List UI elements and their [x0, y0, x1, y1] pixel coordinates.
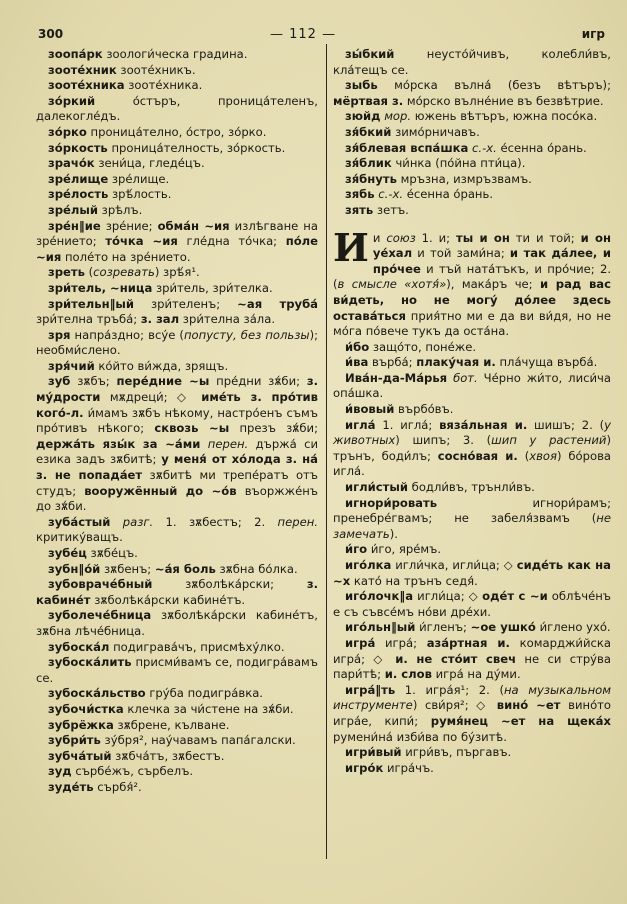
dictionary-entry: [333, 496, 611, 543]
definition-text: зре́ние;: [100, 218, 158, 233]
headword: сквозь ~ы: [154, 421, 230, 436]
definition-text: игри́въ, пъргавъ.: [401, 745, 512, 760]
dictionary-entry: [36, 764, 318, 780]
definition-text: гру́ба подигра́вка.: [145, 686, 263, 701]
definition-text: зѫбенъ;: [100, 561, 155, 576]
headword: игра́: [345, 635, 376, 650]
definition-text: проница́телно, о́стро, зо́рко.: [86, 124, 267, 139]
headword: з. зал: [140, 312, 180, 327]
definition-text: и той зами́на;: [412, 246, 510, 261]
headword: обма́н ~ия: [157, 218, 230, 233]
dictionary-entry: [36, 281, 318, 297]
definition-text: (: [517, 448, 530, 463]
definition-text: Че́рно жи́то, лиси́ча опа́шка.: [333, 370, 611, 401]
dictionary-entry: [36, 141, 318, 157]
headword: иго́льн‖ый: [345, 620, 416, 635]
headword: аза́ртная и.: [426, 635, 510, 650]
dictionary-entry: [333, 78, 611, 109]
dictionary-entry: [36, 515, 318, 546]
dictionary-entry: [36, 733, 318, 749]
headword: зо́рко: [48, 124, 87, 139]
headword: зя́блик: [345, 156, 392, 171]
label-italic: не замечать: [333, 511, 611, 541]
headword: зыбь: [345, 78, 378, 93]
dictionary-entry: [36, 187, 318, 203]
headword: зять: [345, 202, 374, 217]
headword: зубочи́стка: [48, 701, 124, 716]
dictionary-entry: [36, 203, 318, 219]
headword: зубри́ть: [48, 733, 101, 748]
definition-text: 1. игра́я¹; 2. (: [395, 682, 504, 697]
label-italic: хвоя: [529, 448, 557, 463]
headword: зубоска́л: [48, 639, 110, 654]
label-italic: шип у растений: [491, 433, 607, 448]
definition-text: ), мака́ръ че;: [446, 277, 540, 292]
definition-text: пре́дни зѫ́би;: [209, 374, 307, 389]
definition-text: 1. игла́;: [375, 417, 440, 432]
definition-text: и́го, яре́мъ.: [367, 542, 442, 557]
definition-text: вино́то игра́е, кипи́;: [333, 698, 612, 728]
headword: иго́лка: [345, 558, 392, 572]
dictionary-entry: [333, 109, 611, 125]
definition-text: присми́вамъ се, подигра́вамъ се.: [36, 655, 318, 685]
dictionary-entry: [333, 156, 611, 172]
dictionary-entry: [36, 702, 318, 718]
definition-text: сърбя́².: [93, 779, 142, 794]
headword: игро́к: [345, 760, 384, 775]
definition-text: зѫбе́цъ.: [86, 546, 138, 560]
headword: румя́нец ~ет на щека́х: [430, 713, 611, 728]
definition-text: въоржже́нъ до зѫ́би.: [36, 483, 318, 514]
headword: Ива́н-да-Ма́рья: [345, 370, 448, 385]
headword: зуба́стый: [48, 514, 111, 529]
dictionary-entry: [333, 542, 611, 558]
definition-text: клечка за чи́стене на зѫ́би.: [123, 701, 294, 716]
label-italic: попусту, без пользы: [183, 327, 310, 342]
definition-text: бодли́въ, трънли́въ.: [408, 480, 535, 495]
dictionary-entry: [36, 655, 318, 686]
label-italic: мор.: [384, 109, 412, 124]
headword: зуболече́бница: [48, 608, 152, 623]
definition-text: [200, 437, 207, 451]
dictionary-entry: [333, 589, 611, 620]
headword: и́го: [345, 542, 368, 557]
dictionary-entry: [36, 780, 318, 796]
definition-text: като́ на трънъ седя́.: [350, 573, 478, 588]
definition-text: игли́чка, игли́ца; ◇: [391, 558, 517, 572]
dictionary-entry: [333, 340, 611, 356]
dictionary-entry: [36, 359, 318, 375]
definition-text: зрѣ́лость.: [108, 187, 172, 202]
headword: ты и он: [456, 230, 510, 245]
dictionary-entry: [333, 683, 611, 745]
label-italic: союз: [386, 230, 416, 245]
headword: ~ое ушко́: [470, 620, 536, 635]
definition-text: (: [84, 265, 94, 280]
definition-text: игра́;: [375, 635, 427, 650]
definition-text: защо́то, поне́же.: [369, 339, 477, 354]
headword: зреть: [48, 265, 85, 280]
headword: зубе́ц: [48, 546, 87, 560]
definition-text: зоологи́ческа градина.: [102, 47, 248, 61]
definition-text: зри́тель, зри́телка.: [152, 280, 273, 295]
right-column: [333, 47, 611, 776]
headword: зубоска́льство: [48, 686, 146, 701]
headword: то́чка ~ия: [105, 234, 178, 249]
letter-section-entry: [333, 224, 611, 340]
definition-text: ); необми́слено.: [36, 327, 318, 358]
definition-text: ти и той;: [509, 230, 581, 245]
headword: зубоврачéбный: [48, 577, 153, 592]
definition-text: [110, 515, 122, 529]
dictionary-entry: [333, 558, 611, 589]
definition-text: мо́рско вълне́ние въ безвѣтрие.: [403, 93, 604, 108]
definition-text: е́сенна о́рань.: [403, 187, 494, 202]
headword: з. кабине́т: [36, 577, 318, 607]
headword: зубоска́лить: [48, 655, 132, 670]
dictionary-entry: [333, 203, 611, 219]
headword: зуде́ть: [48, 779, 94, 794]
headword: зри́тельн‖ый: [48, 296, 134, 311]
headword: зри́тель, ~ница: [48, 280, 153, 295]
dictionary-entry: [333, 636, 611, 683]
definition-text: румени́на́ изби́ва по бу́зитѣ.: [333, 729, 507, 744]
definition-text: подиграва́чъ, присмѣху́лко.: [109, 639, 285, 654]
headword: плаку́чая и.: [416, 355, 496, 370]
definition-text: и: [372, 230, 387, 245]
headword: зрачо́к: [48, 156, 95, 171]
label-italic: перен.: [277, 514, 318, 529]
definition-text: проница́телность, зо́ркость.: [107, 140, 286, 155]
dictionary-entry: [333, 355, 611, 371]
headword: и. не сто́ит свеч: [395, 651, 517, 666]
drop-cap-initial: И: [333, 224, 369, 270]
definition-text: ) зрѣ́я¹.: [154, 265, 200, 280]
headword: ~а́я боль: [154, 561, 216, 576]
definition-text: зри́телна тръба́;: [36, 312, 141, 327]
dictionary-entry: [333, 47, 611, 78]
dictionary-entry: [333, 172, 611, 188]
definition-text: ) сви́ря²; ◇: [412, 698, 497, 713]
definition-text: мѫдреци́; ◇: [100, 390, 202, 405]
headword: игра́‖ть: [345, 682, 396, 697]
definition-text: зооте́хникъ.: [116, 62, 196, 77]
dictionary-entry: [36, 156, 318, 172]
headword: зуд: [48, 764, 72, 779]
dictionary-entry: [36, 63, 318, 79]
definition-text: пла́чуща върба́.: [495, 355, 598, 370]
headword: и́ва: [345, 355, 369, 370]
headword: зубрёжка: [48, 717, 114, 732]
headword: зя́бнуть: [345, 171, 397, 186]
headword: пере́дние ~ы: [116, 374, 210, 389]
headword: зябь: [345, 187, 375, 202]
dictionary-entry: [36, 125, 318, 141]
definition-text: облѣче́нъ е съ съвсе́мъ но́ви дре́хи.: [333, 589, 611, 619]
dictionary-entry: [36, 718, 318, 734]
headword: зря: [48, 327, 71, 342]
headword: и. слов: [384, 667, 432, 682]
definition-text: игра́чъ.: [383, 760, 434, 775]
headword: име́ть з. про́тив кого́-л.: [36, 390, 319, 420]
definition-text: южень вѣтъръ, южна посо́ка.: [411, 109, 598, 124]
definition-text: зѫбрене, кълване.: [113, 717, 230, 732]
dictionary-entry: [333, 418, 611, 480]
dictionary-entry: [36, 562, 318, 578]
definition-text: зѫбъ;: [70, 374, 117, 389]
headword: игнори́ровать: [345, 495, 438, 510]
headword: зоопа́рк: [48, 47, 103, 61]
dictionary-entry: [36, 608, 318, 639]
definition-text: комарджи́йска игра́; ◇: [333, 635, 611, 666]
dictionary-entry: [36, 94, 318, 125]
headword: и так да́лее, и про́чее: [372, 246, 611, 276]
headword: вино́ ~ет: [496, 698, 561, 713]
definition-text: ) шипъ; 3. (: [395, 433, 492, 448]
left-column: [36, 47, 318, 796]
headword: держа́ть язы́к за ~а́ми: [36, 436, 201, 451]
headword: ~ая труба́: [237, 296, 319, 311]
definition-text: зрѣлъ.: [98, 202, 143, 217]
label-italic: перен.: [207, 436, 249, 451]
definition-text: мо́рска вълна́ (безъ вѣтъръ);: [377, 78, 611, 93]
dictionary-entry: [36, 328, 318, 359]
headword: у меня́ от хо́лода з. на́ з. не попада́ет: [36, 452, 318, 483]
dictionary-entry: [36, 374, 318, 514]
dictionary-entry: [333, 480, 611, 496]
dictionary-entry: [36, 749, 318, 765]
label-italic: на музыкальном инструменте: [333, 682, 611, 713]
headword: зюйд: [345, 109, 381, 124]
label-italic: с.-х.: [472, 140, 497, 155]
definition-text: зѫбитѣ ми трепе́ратъ отъ студъ;: [36, 468, 318, 498]
definition-text: критику́ващъ.: [36, 530, 123, 545]
column-divider: [326, 44, 327, 859]
definition-text: зооте́хника.: [124, 78, 203, 93]
definition-text: зѫбна бо́лка.: [215, 561, 298, 576]
headword: зя́бкий: [345, 124, 392, 139]
dictionary-entry: [333, 187, 611, 203]
definition-text: и́мамъ зѫбъ нѣкому, настро́енъ съмъ про́тивъ нѣкого;: [36, 405, 318, 436]
definition-text: зимо́рничавъ.: [391, 124, 480, 139]
headword: оде́т с ~и: [482, 589, 548, 604]
definition-text: чи́нка (по́йна пти́ца).: [391, 156, 526, 171]
definition-text: и́гленъ;: [415, 620, 471, 635]
definition-text: игли́ца; ◇: [413, 589, 483, 604]
headword: зря́чий: [48, 358, 95, 373]
definition-text: неусто́йчивъ, колебли́въ, кла́тещъ се.: [333, 47, 611, 77]
dictionary-entry: [36, 219, 318, 266]
label-italic: в смысле «хотя́»: [337, 277, 447, 292]
definition-text: игнори́рамъ; пренебре́гвамъ; не забеля́звамъ (: [333, 495, 611, 526]
definition-text: 1. зѫбестъ; 2.: [153, 514, 278, 529]
definition-text: мръзна, измръзвамъ.: [396, 171, 532, 186]
dictionary-entry: [333, 371, 611, 402]
dictionary-entry: [36, 297, 318, 328]
dictionary-entry: [36, 546, 318, 562]
headword: зооте́хник: [48, 62, 117, 77]
headword: зы́бкий: [345, 47, 395, 61]
definition-text: зѫболѣка́рски кабине́тъ, зѫбна лѣче́бница.: [36, 608, 318, 638]
headword: по́ле ~ия: [36, 234, 319, 264]
definition-text: не си стру́ва пари́тѣ;: [333, 651, 611, 682]
definition-text: зре́лище.: [108, 171, 170, 186]
headword: зубн‖о́й: [48, 561, 101, 576]
definition-text: ) бо́рова игла́.: [333, 448, 612, 479]
headword: з. му́дрости: [36, 374, 318, 405]
headword: зо́ркость: [48, 140, 108, 155]
dictionary-entry: [36, 47, 318, 63]
headword: зре́лище: [48, 171, 109, 186]
definition-text: поле́то на зре́нието.: [61, 249, 191, 264]
definition-text: държа́ си езика задъ зѫбитѣ;: [36, 436, 319, 467]
headword: сиде́ть как на ~х: [333, 558, 611, 588]
headword: зооте́хника: [48, 78, 125, 93]
label-italic: разг.: [122, 514, 154, 529]
definition-text: прия́тно ми е да ви ви́дя, но не мо́га по́вече тукъ да оста́на.: [333, 308, 611, 339]
headword: и рад вас ви́деть, но не могу́ до́лее здесь остава́ться: [333, 277, 611, 323]
definition-text: излѣгване на зре́нието;: [36, 218, 318, 249]
dictionary-entry: [333, 620, 611, 636]
dictionary-entry: [36, 265, 318, 281]
definition-text: сърбе́жъ, сърбелъ.: [71, 764, 194, 779]
definition-text: шишъ; 2. (: [527, 417, 605, 432]
headword: игри́вый: [345, 745, 402, 760]
page-number: 300: [38, 27, 64, 41]
headword: вяза́льная и.: [439, 417, 528, 432]
definition-text: о́стъръ, проница́теленъ, далекогле́дъ.: [36, 93, 318, 124]
definition-text: зри́телна за́ла.: [179, 312, 276, 327]
dictionary-entry: [36, 686, 318, 702]
definition-text: ) трънъ, боди́лъ;: [333, 433, 611, 463]
headword: зре́н‖ие: [48, 218, 101, 233]
headword: игли́стый: [345, 480, 408, 495]
definition-text: напра́здно; всу́е (: [70, 327, 184, 342]
label-italic: у животных: [333, 417, 611, 448]
headword: мёртвая з.: [333, 93, 404, 108]
headword: и он уе́хал: [372, 230, 611, 261]
dictionary-entry: [333, 745, 611, 761]
definition-text: зри́теленъ;: [133, 296, 238, 311]
definition-text: и́глено ухо́.: [535, 620, 611, 635]
definition-text: е́сенна о́рань.: [496, 140, 587, 155]
definition-text: върбо́въ.: [394, 402, 454, 417]
headword: зре́лость: [48, 187, 109, 202]
dictionary-entry: [36, 78, 318, 94]
definition-text: зу́бря², нау́чавамъ папа́галски.: [100, 733, 296, 748]
definition-text: и тъй ната́тъкъ, и про́чие; 2. (: [333, 261, 611, 292]
headword: сосно́вая и.: [437, 448, 518, 463]
headword: иго́лочк‖а: [345, 589, 414, 604]
label-italic: с.-х.: [378, 187, 404, 202]
definition-text: зетъ.: [373, 202, 409, 217]
definition-text: зѫбча́тъ, зѫбестъ.: [111, 748, 225, 763]
dictionary-entry: [333, 402, 611, 418]
dictionary-entry: [36, 640, 318, 656]
definition-text: ).: [389, 526, 398, 541]
dictionary-entry: [333, 761, 611, 777]
headword: зуб: [48, 374, 71, 389]
dictionary-entry: [36, 577, 318, 608]
headword: зре́лый: [48, 202, 98, 217]
definition-text: зѫболѣка́рски;: [152, 577, 307, 592]
headword: игла́: [345, 417, 376, 432]
headword: зо́ркий: [48, 93, 96, 108]
definition-text: зени́ца, гледе́цъ.: [94, 156, 205, 171]
definition-text: зѫболѣка́рски кабине́тъ.: [90, 592, 246, 607]
definition-text: игра́ на ду́ми.: [431, 667, 521, 682]
headword: вооружённый до ~о́в: [84, 483, 237, 498]
guide-word: игр: [581, 27, 605, 41]
definition-text: ко́йто ви́жда, зрящъ.: [94, 358, 229, 373]
definition-text: върба́;: [368, 355, 417, 370]
headword: зубча́тый: [48, 748, 112, 763]
definition-text: гле́дна то́чка;: [177, 234, 286, 249]
definition-text: 1. и;: [415, 230, 457, 245]
headword: и́бо: [345, 339, 370, 354]
label-italic: созревать: [93, 265, 155, 280]
dictionary-entry: [333, 141, 611, 157]
label-italic: бот.: [453, 370, 478, 385]
headword: и́вовый: [345, 402, 395, 417]
headword: зя́блевая вспа́шка: [345, 140, 469, 155]
page-center-number: — 112 —: [270, 27, 337, 42]
definition-text: презъ зѫ́би;: [229, 421, 318, 436]
dictionary-entry: [333, 125, 611, 141]
dictionary-entry: [36, 172, 318, 188]
